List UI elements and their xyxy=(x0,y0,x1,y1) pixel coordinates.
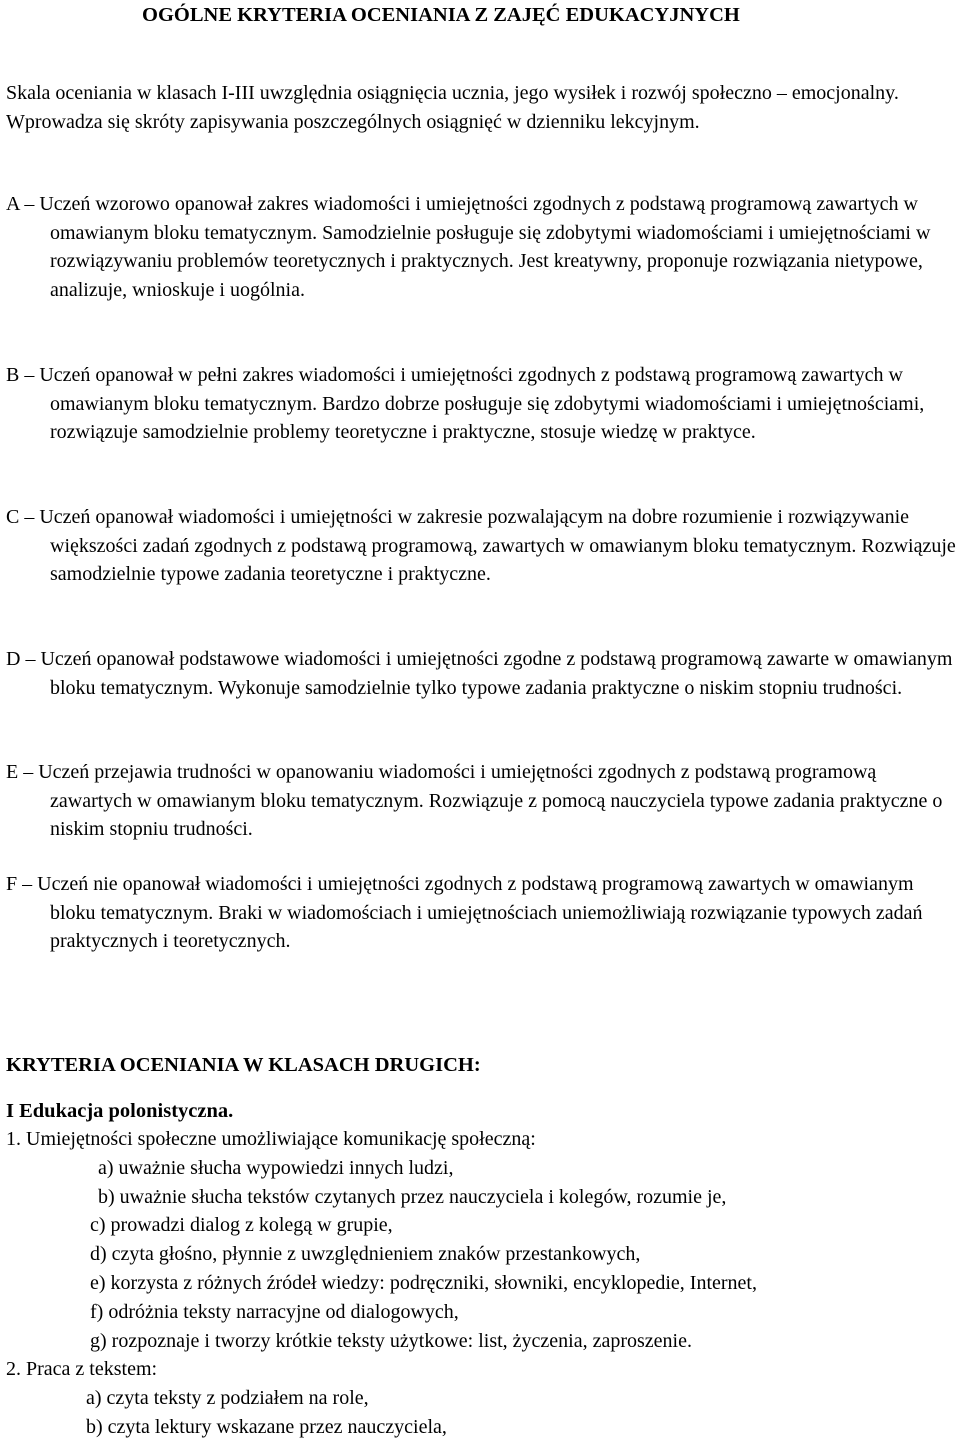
grade-c-description: C – Uczeń opanował wiadomości i umiejętności w zakresie pozwalającym na dobre rozumienie i rozwiązywanie większości zadań zgodnych z podstawą programową, zawartych w omawianym bloku tematycznym. Rozwiązuje samodzielnie typowe zadania teoretyczne i praktyczne. xyxy=(6,506,956,586)
list-item: a) uważnie słucha wypowiedzi innych ludzi, xyxy=(98,1157,454,1179)
subject-heading: I Edukacja polonistyczna. xyxy=(6,1100,234,1122)
grade-b-description: B – Uczeń opanował w pełni zakres wiadomości i umiejętności zgodnych z podstawą programową zawartych w omawianym bloku tematycznym. Bardzo dobrze posługuje się zdobytymi wiadomościami i umiejętnościami, rozwiązuje samodzielnie problemy teoretyczne i praktyczne, stosuje wiedzę w praktyce. xyxy=(6,364,925,444)
list-item: a) czyta teksty z podziałem na role, xyxy=(86,1387,369,1409)
criteria-heading: KRYTERIA OCENIANIA W KLASACH DRUGICH: xyxy=(6,1054,481,1076)
section-1-title: 1. Umiejętności społeczne umożliwiające komunikację społeczną: xyxy=(6,1128,536,1150)
list-item: c) prowadzi dialog z kolegą w grupie, xyxy=(90,1214,393,1236)
intro-paragraph: Skala oceniania w klasach I-III uwzględnia osiągnięcia ucznia, jego wysiłek i rozwój społeczno – emocjonalny. Wprowadza się skróty zapisywania poszczególnych osiągnięć w dzienniku lekcyjnym. xyxy=(6,82,899,133)
list-item: d) czyta głośno, płynnie z uwzględnieniem znaków przestankowych, xyxy=(90,1243,641,1265)
grade-a-description: A – Uczeń wzorowo opanował zakres wiadomości i umiejętności zgodnych z podstawą programową zawartych w omawianym bloku tematycznym. Samodzielnie posługuje się zdobytymi wiadomościami i umiejętnościami w rozwiązywaniu problemów teoretycznych i praktycznych. Jest kreatywny, proponuje rozwiązania nietypowe, analizuje, wnioskuje i uogólnia. xyxy=(6,193,931,301)
grade-f-description: F – Uczeń nie opanował wiadomości i umiejętności zgodnych z podstawą programową zawartych w omawianym bloku tematycznym. Braki w wiadomościach i umiejętnościach uniemożliwiają rozwiązanie typowych zadań praktycznych i teoretycznych. xyxy=(6,873,923,953)
grade-d-description: D – Uczeń opanował podstawowe wiadomości i umiejętności zgodne z podstawą programową zawarte w omawianym bloku tematycznym. Wykonuje samodzielnie tylko typowe zadania praktyczne o niskim stopniu trudności. xyxy=(6,648,953,699)
list-item: b) czyta lektury wskazane przez nauczyciela, xyxy=(86,1416,447,1438)
grade-e-description: E – Uczeń przejawia trudności w opanowaniu wiadomości i umiejętności zgodnych z podstawą programową zawartych w omawianym bloku tematycznym. Rozwiązuje z pomocą nauczyciela typowe zadania praktyczne o niskim stopniu trudności. xyxy=(6,761,943,841)
document-title: OGÓLNE KRYTERIA OCENIANIA Z ZAJĘĆ EDUKACYJNYCH xyxy=(142,4,740,26)
section-2-title: 2. Praca z tekstem: xyxy=(6,1358,158,1380)
list-item: b) uważnie słucha tekstów czytanych przez nauczyciela i kolegów, rozumie je, xyxy=(98,1186,727,1208)
list-item: e) korzysta z różnych źródeł wiedzy: podręczniki, słowniki, encyklopedie, Internet, xyxy=(90,1272,757,1294)
list-item: g) rozpoznaje i tworzy krótkie teksty użytkowe: list, życzenia, zaproszenie. xyxy=(90,1330,692,1352)
list-item: f) odróżnia teksty narracyjne od dialogowych, xyxy=(90,1301,459,1323)
